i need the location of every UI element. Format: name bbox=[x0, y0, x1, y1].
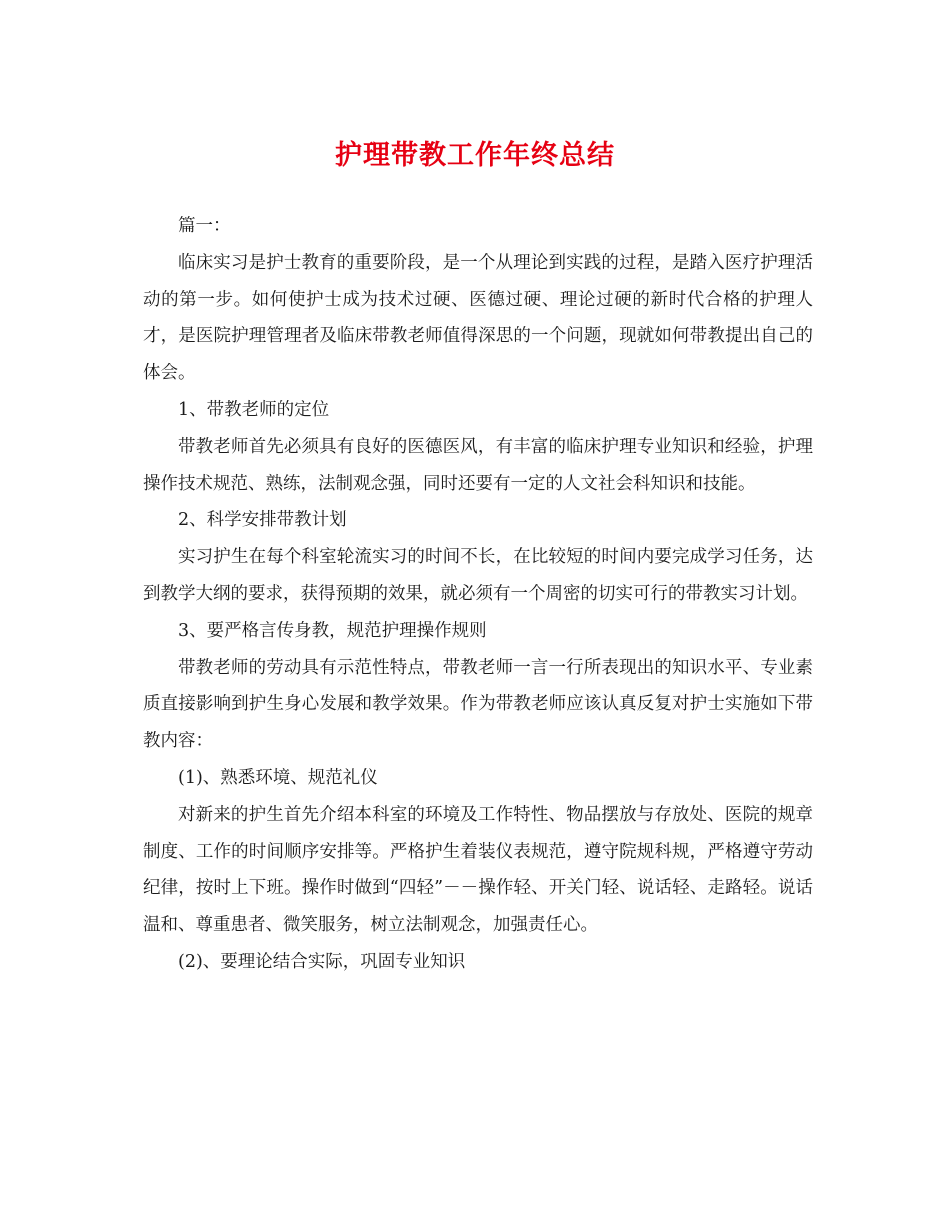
paragraph-3: 带教老师的劳动具有示范性特点，带教老师一言一行所表现出的知识水平、专业素质直接影响到护生身心发展和教学效果。作为带教老师应该认真反复对护士实施如下带教内容： bbox=[143, 657, 813, 752]
heading-3: 3、要严格言传身教，规范护理操作规则 bbox=[178, 620, 487, 641]
subheading-3-2: (2)、要理论结合实际，巩固专业知识 bbox=[178, 951, 466, 972]
section-label: 篇一： bbox=[178, 216, 231, 236]
paragraph-1: 带教老师首先必须具有良好的医德医风，有丰富的临床护理专业知识和经验，护理操作技术规范、熟练，法制观念强，同时还要有一定的人文社会科知识和技能。 bbox=[143, 436, 813, 494]
paragraph-intro: 临床实习是护士教育的重要阶段，是一个从理论到实践的过程，是踏入医疗护理活动的第一步。如何使护士成为技术过硬、医德过硬、理论过硬的新时代合格的护理人才，是医院护理管理者及临床带教老师值得深思的一个问题，现就如何带教提出自己的体会。 bbox=[143, 252, 813, 384]
document-title: 护理带教工作年终总结 bbox=[335, 140, 615, 171]
document-body bbox=[143, 208, 813, 981]
subheading-3-1: (1)、熟悉环境、规范礼仪 bbox=[178, 767, 378, 788]
heading-2: 2、科学安排带教计划 bbox=[178, 510, 347, 531]
paragraph-3-1: 对新来的护生首先介绍本科室的环境及工作特性、物品摆放与存放处、医院的规章制度、工作的时间顺序安排等。严格护生着装仪表规范，遵守院规科规，严格遵守劳动纪律，按时上下班。操作时做到“四轻”－－操作轻、开关门轻、说话轻、走路轻。说话温和、尊重患者、微笑服务，树立法制观念，加强责任心。 bbox=[143, 804, 813, 936]
heading-1: 1、带教老师的定位 bbox=[178, 399, 330, 420]
paragraph-2: 实习护生在每个科室轮流实习的时间不长，在比较短的时间内要完成学习任务，达到教学大纲的要求，获得预期的效果，就必须有一个周密的切实可行的带教实习计划。 bbox=[143, 547, 813, 604]
